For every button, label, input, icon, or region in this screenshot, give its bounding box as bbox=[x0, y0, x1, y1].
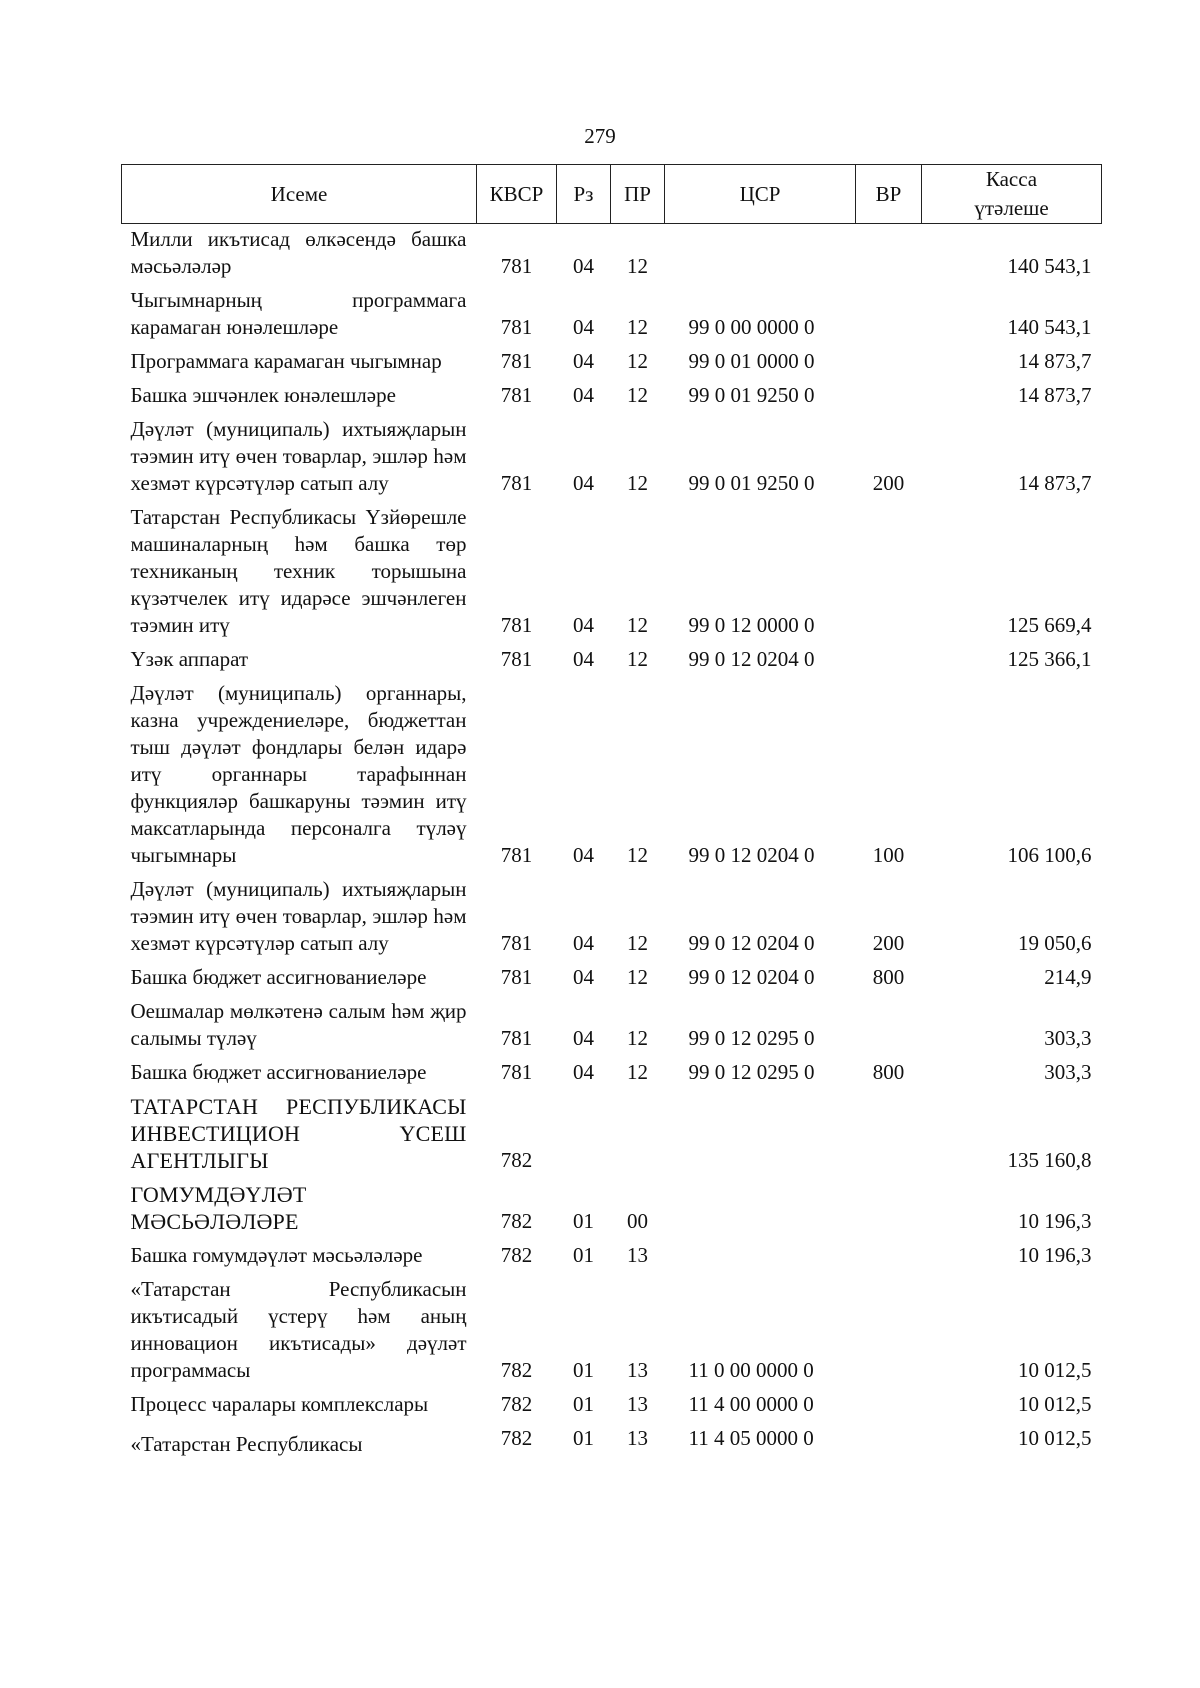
cell-name: Үзәк аппарат bbox=[130, 647, 249, 671]
cell-amount: 14 873,7 bbox=[1018, 471, 1092, 495]
cell-csr bbox=[665, 224, 856, 288]
cell-name: Милли икътисад өлкәсендә башка мәсьәләләр bbox=[130, 227, 467, 278]
cell-csr bbox=[665, 1242, 856, 1276]
table-row bbox=[122, 348, 1102, 382]
cell-kvsr: 782 bbox=[500, 1392, 533, 1416]
cell-rz: 04 bbox=[573, 1026, 594, 1050]
header-kassa-line1: Касса bbox=[985, 167, 1038, 191]
cell-rz: 01 bbox=[573, 1358, 594, 1382]
table-row bbox=[122, 1093, 1102, 1181]
cell-kvsr: 781 bbox=[500, 1060, 533, 1084]
cell-vr bbox=[856, 504, 922, 646]
cell-rz: 04 bbox=[573, 349, 594, 373]
cell-amount: 140 543,1 bbox=[1007, 254, 1092, 278]
cell-vr bbox=[856, 1242, 922, 1276]
cell-rz: 01 bbox=[573, 1209, 594, 1233]
cell-rz: 04 bbox=[573, 931, 594, 955]
cell-vr bbox=[856, 348, 922, 382]
cell-name: Процесс чаралары комплекслары bbox=[130, 1392, 429, 1416]
budget-table-container bbox=[121, 164, 1101, 1465]
table-row bbox=[122, 1059, 1102, 1093]
table-row bbox=[122, 998, 1102, 1059]
cell-kvsr: 781 bbox=[500, 383, 533, 407]
cell-name: Программага карамаган чыгымнар bbox=[130, 349, 442, 373]
header-kassa bbox=[922, 165, 1102, 224]
cell-csr: 11 0 00 0000 0 bbox=[688, 1358, 814, 1382]
cell-name: ГОМУМДӘҮЛӘТ МӘСЬӘЛӘЛӘРЕ bbox=[130, 1182, 307, 1234]
cell-amount: 10 012,5 bbox=[1018, 1426, 1092, 1450]
table-row bbox=[122, 646, 1102, 680]
cell-kvsr: 781 bbox=[500, 254, 533, 278]
cell-rz: 04 bbox=[573, 383, 594, 407]
cell-pr: 12 bbox=[627, 647, 648, 671]
cell-rz: 01 bbox=[573, 1243, 594, 1267]
cell-rz: 04 bbox=[573, 471, 594, 495]
table-body bbox=[122, 224, 1102, 1466]
cell-vr: 800 bbox=[872, 965, 905, 989]
table-row bbox=[122, 964, 1102, 998]
cell-rz: 04 bbox=[573, 965, 594, 989]
cell-name: «Татарстан Республикасы bbox=[130, 1432, 363, 1456]
cell-csr: 11 4 05 0000 0 bbox=[688, 1426, 814, 1450]
cell-kvsr: 781 bbox=[500, 1026, 533, 1050]
cell-name: Татарстан Республикасы Үзйөрешле машиналарның һәм башка төр техниканың техник торышына күзәтчелек итү идарәсе эшчәнлеген тәэмин итү bbox=[130, 505, 467, 637]
table-header bbox=[122, 165, 1102, 224]
cell-name: «Татарстан Республикасын икътисадый үстерү һәм аның инновацион икътисады» дәүләт программасы bbox=[130, 1277, 467, 1382]
cell-vr bbox=[856, 1276, 922, 1391]
header-kvsr: КВСР bbox=[477, 165, 557, 224]
cell-kvsr: 781 bbox=[500, 613, 533, 637]
table-row bbox=[122, 224, 1102, 288]
cell-pr: 12 bbox=[627, 965, 648, 989]
cell-pr: 12 bbox=[627, 1026, 648, 1050]
cell-rz: 04 bbox=[573, 254, 594, 278]
cell-amount: 106 100,6 bbox=[1007, 843, 1092, 867]
cell-pr: 13 bbox=[627, 1392, 648, 1416]
cell-pr: 12 bbox=[627, 1060, 648, 1084]
cell-amount: 303,3 bbox=[1044, 1026, 1092, 1050]
cell-kvsr: 781 bbox=[500, 315, 533, 339]
cell-csr: 99 0 12 0295 0 bbox=[688, 1060, 815, 1084]
header-name: Исеме bbox=[122, 165, 477, 224]
cell-csr: 99 0 12 0204 0 bbox=[688, 965, 815, 989]
cell-rz: 01 bbox=[573, 1392, 594, 1416]
cell-name: ТАТАРСТАН РЕСПУБЛИКАСЫ ИНВЕСТИЦИОН ҮСЕШ АГЕНТЛЫГЫ bbox=[130, 1094, 467, 1173]
table-row bbox=[122, 504, 1102, 646]
cell-amount: 214,9 bbox=[1044, 965, 1092, 989]
cell-vr bbox=[856, 1391, 922, 1425]
table-row bbox=[122, 287, 1102, 348]
cell-csr bbox=[665, 1181, 856, 1242]
cell-vr: 100 bbox=[872, 843, 905, 867]
cell-amount: 14 873,7 bbox=[1018, 383, 1092, 407]
cell-pr: 12 bbox=[627, 349, 648, 373]
table-row bbox=[122, 1391, 1102, 1425]
header-rz: Рз bbox=[557, 165, 611, 224]
cell-pr: 12 bbox=[627, 843, 648, 867]
cell-kvsr: 781 bbox=[500, 843, 533, 867]
cell-kvsr: 781 bbox=[500, 647, 533, 671]
cell-rz: 01 bbox=[573, 1426, 594, 1450]
table-row bbox=[122, 1425, 1102, 1465]
cell-name: Оешмалар мөлкәтенә салым һәм җир салымы түләү bbox=[130, 999, 467, 1050]
header-row bbox=[122, 165, 1102, 224]
cell-name: Дәүләт (муниципаль) органнары, казна учреждениеләре, бюджеттан тыш дәүләт фондлары белән идарә итү органнары тарафыннан функцияләр башкаруны тәэмин итү максатларында персоналга түләү чыгымнары bbox=[130, 681, 467, 867]
cell-csr: 99 0 12 0204 0 bbox=[688, 647, 815, 671]
budget-table bbox=[121, 164, 1102, 1465]
table-row bbox=[122, 680, 1102, 876]
cell-amount: 10 196,3 bbox=[1018, 1243, 1092, 1267]
cell-vr bbox=[856, 646, 922, 680]
cell-kvsr: 782 bbox=[500, 1426, 533, 1450]
cell-csr: 99 0 01 0000 0 bbox=[688, 349, 815, 373]
cell-amount: 125 366,1 bbox=[1007, 647, 1092, 671]
cell-name: Башка бюджет ассигнованиеләре bbox=[130, 965, 427, 989]
cell-name: Чыгымнарның программага карамаган юнәлешләре bbox=[130, 288, 467, 339]
cell-rz bbox=[557, 1093, 611, 1181]
cell-csr: 99 0 00 0000 0 bbox=[688, 315, 815, 339]
cell-amount: 14 873,7 bbox=[1018, 349, 1092, 373]
cell-csr: 11 4 00 0000 0 bbox=[688, 1392, 814, 1416]
cell-pr: 13 bbox=[627, 1426, 648, 1450]
cell-csr bbox=[665, 1093, 856, 1181]
cell-vr bbox=[856, 1181, 922, 1242]
table-row bbox=[122, 382, 1102, 416]
cell-vr bbox=[856, 382, 922, 416]
cell-rz: 04 bbox=[573, 647, 594, 671]
header-kassa-line2: үтәлеше bbox=[974, 196, 1049, 220]
cell-vr: 200 bbox=[872, 471, 905, 495]
cell-kvsr: 781 bbox=[500, 349, 533, 373]
cell-vr: 800 bbox=[872, 1060, 905, 1084]
cell-name: Башка бюджет ассигнованиеләре bbox=[130, 1060, 427, 1084]
cell-amount: 10 012,5 bbox=[1018, 1392, 1092, 1416]
table-row bbox=[122, 876, 1102, 964]
cell-csr: 99 0 01 9250 0 bbox=[688, 383, 815, 407]
cell-vr bbox=[856, 1425, 922, 1465]
cell-pr: 12 bbox=[627, 254, 648, 278]
header-pr: ПР bbox=[611, 165, 665, 224]
cell-vr bbox=[856, 1093, 922, 1181]
cell-kvsr: 782 bbox=[500, 1209, 533, 1233]
cell-pr: 12 bbox=[627, 315, 648, 339]
table-row bbox=[122, 1181, 1102, 1242]
cell-amount: 10 012,5 bbox=[1018, 1358, 1092, 1382]
table-row bbox=[122, 1242, 1102, 1276]
cell-name: Башка эшчәнлек юнәлешләре bbox=[130, 383, 396, 407]
cell-pr: 13 bbox=[627, 1243, 648, 1267]
cell-kvsr: 782 bbox=[500, 1148, 533, 1172]
cell-kvsr: 781 bbox=[500, 471, 533, 495]
cell-kvsr: 782 bbox=[500, 1358, 533, 1382]
cell-rz: 04 bbox=[573, 613, 594, 637]
cell-amount: 19 050,6 bbox=[1018, 931, 1092, 955]
cell-amount: 303,3 bbox=[1044, 1060, 1092, 1084]
cell-rz: 04 bbox=[573, 315, 594, 339]
cell-csr: 99 0 12 0204 0 bbox=[688, 843, 815, 867]
cell-vr bbox=[856, 287, 922, 348]
cell-pr: 13 bbox=[627, 1358, 648, 1382]
cell-pr: 12 bbox=[627, 471, 648, 495]
cell-name: Башка гомумдәүләт мәсьәләләре bbox=[130, 1243, 423, 1267]
cell-kvsr: 781 bbox=[500, 931, 533, 955]
cell-pr: 12 bbox=[627, 931, 648, 955]
cell-pr: 12 bbox=[627, 613, 648, 637]
page-number: 279 bbox=[584, 124, 616, 148]
cell-csr: 99 0 01 9250 0 bbox=[688, 471, 815, 495]
table-row bbox=[122, 416, 1102, 504]
cell-csr: 99 0 12 0204 0 bbox=[688, 931, 815, 955]
cell-pr bbox=[611, 1093, 665, 1181]
header-vr: ВР bbox=[856, 165, 922, 224]
cell-rz: 04 bbox=[573, 1060, 594, 1084]
cell-name: Дәүләт (муниципаль) ихтыяҗларын тәэмин итү өчен товарлар, эшләр һәм хезмәт күрсәтүләр сатып алу bbox=[130, 417, 467, 495]
cell-kvsr: 782 bbox=[500, 1243, 533, 1267]
cell-vr bbox=[856, 224, 922, 288]
cell-amount: 140 543,1 bbox=[1007, 315, 1092, 339]
cell-vr: 200 bbox=[872, 931, 905, 955]
cell-amount: 10 196,3 bbox=[1018, 1209, 1092, 1233]
cell-vr bbox=[856, 998, 922, 1059]
cell-kvsr: 781 bbox=[500, 965, 533, 989]
cell-pr: 00 bbox=[627, 1209, 648, 1233]
cell-name: Дәүләт (муниципаль) ихтыяҗларын тәэмин итү өчен товарлар, эшләр һәм хезмәт күрсәтүләр сатып алу bbox=[130, 877, 467, 955]
header-csr: ЦСР bbox=[665, 165, 856, 224]
cell-rz: 04 bbox=[573, 843, 594, 867]
cell-pr: 12 bbox=[627, 383, 648, 407]
cell-amount: 135 160,8 bbox=[1007, 1148, 1092, 1172]
table-row bbox=[122, 1276, 1102, 1391]
cell-csr: 99 0 12 0000 0 bbox=[688, 613, 815, 637]
cell-csr: 99 0 12 0295 0 bbox=[688, 1026, 815, 1050]
cell-amount: 125 669,4 bbox=[1007, 613, 1092, 637]
